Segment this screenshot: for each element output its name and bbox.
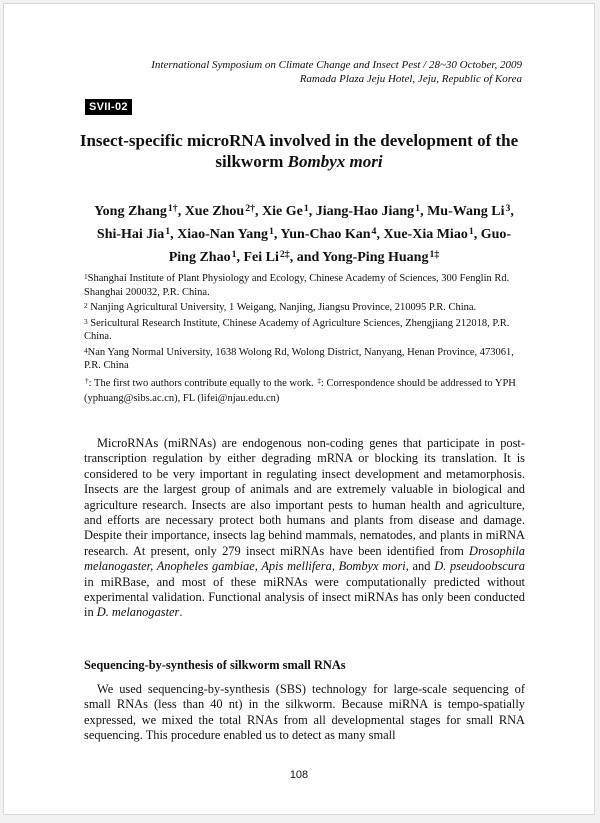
affiliation-number: 1: [84, 272, 88, 281]
conference-header-line-1: International Symposium on Climate Change and Insect Pest / 28~30 October, 2009: [151, 59, 522, 71]
author-separator: ,: [473, 227, 481, 242]
author-list: [84, 200, 524, 269]
author-separator: ,: [376, 227, 384, 242]
author-name: Jiang-Hao Jiang: [315, 204, 415, 219]
author-affiliation-mark: 1: [303, 203, 309, 214]
author-affiliation-mark: 2‡: [279, 249, 290, 260]
paper-page: [3, 3, 595, 815]
author-name: Mu-Wang Li: [427, 204, 505, 219]
section-paragraph: We used sequencing-by-synthesis (SBS) technology for large-scale sequencing of small RNAs (less than 40 nt) in the silkworm. Because miRNA is tempo-spatially expressed, we mixed the total RNAs from all developmental stages for small RNA sequencing. This procedure enabled us to detect as many small: [84, 682, 525, 743]
author-separator: ,: [510, 204, 514, 219]
author-affiliation-mark: 4: [371, 226, 377, 237]
title-species: Bombyx mori: [287, 152, 383, 171]
affiliation-item: [84, 272, 529, 299]
abstract-text-4: .: [179, 605, 183, 620]
session-tag: SVII-02: [85, 99, 132, 115]
author-separator: , and: [289, 250, 323, 265]
author-separator: ,: [308, 204, 316, 219]
abstract-species-2: D. pseudoobscura: [434, 559, 525, 574]
author-name: Xue-Xia Miao: [383, 227, 468, 242]
affiliation-item: [84, 317, 529, 344]
author-separator: ,: [273, 227, 281, 242]
title-main: Insect-specific microRNA involved in the development of the silkworm: [79, 131, 519, 171]
affiliation-text: Sericultural Research Institute, Chinese Academy of Agriculture Sciences, Zhengjiang 212018, P.R. China.: [84, 317, 510, 342]
affiliation-number: 3: [84, 316, 88, 326]
author-affiliation-mark: 1: [231, 249, 237, 260]
dagger-note: : The first two authors contribute equally to the work.: [88, 378, 317, 389]
author-name: Xie Ge: [262, 204, 303, 219]
author-separator: ,: [420, 204, 428, 219]
author-affiliation-mark: 1: [415, 203, 421, 214]
author-name: Guo-Ping Zhao: [168, 227, 512, 265]
abstract-text-1: MicroRNAs (miRNAs) are endogenous non-coding genes that participate in post-transcription regulation by either degrading mRNA or blocking its translation. It is considered to be very important in regulating insect development and metamorphosis. Insects are the largest group of animals and are extremely valuable in biological and agriculture research. Insects are also important pests to human health and agriculture, and efforts are necessary protect both humans and plants from disease and damage. Despite their importance, insects lag behind mammals, nematodes, and plants in miRNA research. At present, only 279 insect miRNAs have been identified from: [84, 436, 525, 558]
section-heading: Sequencing-by-synthesis of silkworm small RNAs: [84, 658, 346, 672]
author-affiliation-mark: 2†: [245, 203, 256, 214]
author-separator: ,: [236, 250, 244, 265]
author-name: Xiao-Nan Yang: [177, 227, 268, 242]
author-name: Xue Zhou: [184, 204, 245, 219]
abstract-text-2: and: [408, 559, 435, 574]
author-name: Yong Zhang: [94, 204, 167, 219]
author-affiliation-mark: 1: [468, 226, 474, 237]
affiliation-text: Shanghai Institute of Plant Physiology and Ecology, Chinese Academy of Sciences, 300 Fenglin Rd. Shanghai 200032, P.R. China.: [84, 273, 510, 298]
abstract-text-3: in miRBase, and most of these miRNAs were computationally predicted without experimental validation. Functional analysis of insect miRNAs has only been conducted in: [84, 574, 525, 620]
affiliation-number: 2: [84, 301, 88, 310]
affiliation-text: Nan Yang Normal University, 1638 Wolong Rd, Wolong District, Nanyang, Henan Province, 473061, P.R. China: [84, 346, 514, 371]
author-name: Shi-Hai Jia: [96, 227, 165, 242]
author-separator: ,: [255, 204, 263, 219]
conference-header-line-2: Ramada Plaza Jeju Hotel, Jeju, Republic of Korea: [299, 73, 522, 85]
author-name: Yong-Ping Huang: [322, 250, 429, 265]
author-name: Fei Li: [243, 250, 279, 265]
abstract-species-3: D. melanogaster: [96, 605, 180, 620]
affiliation-item: [84, 301, 529, 315]
affiliation-text: Nanjing Agricultural University, 1 Weigang, Nanjing, Jiangsu Province, 210095 P.R. China.: [87, 302, 477, 313]
author-affiliation-mark: 1: [269, 226, 274, 237]
abstract-paragraph: [84, 436, 525, 621]
abstract-species-1: Drosophila melanogaster, Anopheles gambiae, Apis mellifera, Bombyx mori,: [84, 543, 525, 574]
dagger-symbol: †: [85, 376, 89, 385]
correspondence-note: [84, 376, 534, 406]
author-separator: ,: [177, 204, 185, 219]
page-number: 108: [289, 769, 309, 781]
affiliation-number: 4: [84, 345, 88, 355]
affiliation-list: [84, 272, 529, 375]
author-affiliation-mark: 1‡: [429, 249, 440, 260]
affiliation-item: [84, 346, 529, 373]
author-affiliation-mark: 1†: [167, 203, 178, 214]
author-affiliation-mark: 3: [505, 203, 511, 214]
author-affiliation-mark: 1: [165, 226, 171, 237]
double-dagger-symbol: ‡: [317, 376, 321, 385]
correspondence-text: : Correspondence should be addressed to YPH (yphuang@sibs.ac.cn), FL (lifei@njau.edu.cn): [84, 378, 516, 404]
author-name: Yun-Chao Kan: [280, 227, 371, 242]
paper-title: [64, 130, 534, 172]
author-separator: ,: [170, 227, 178, 242]
